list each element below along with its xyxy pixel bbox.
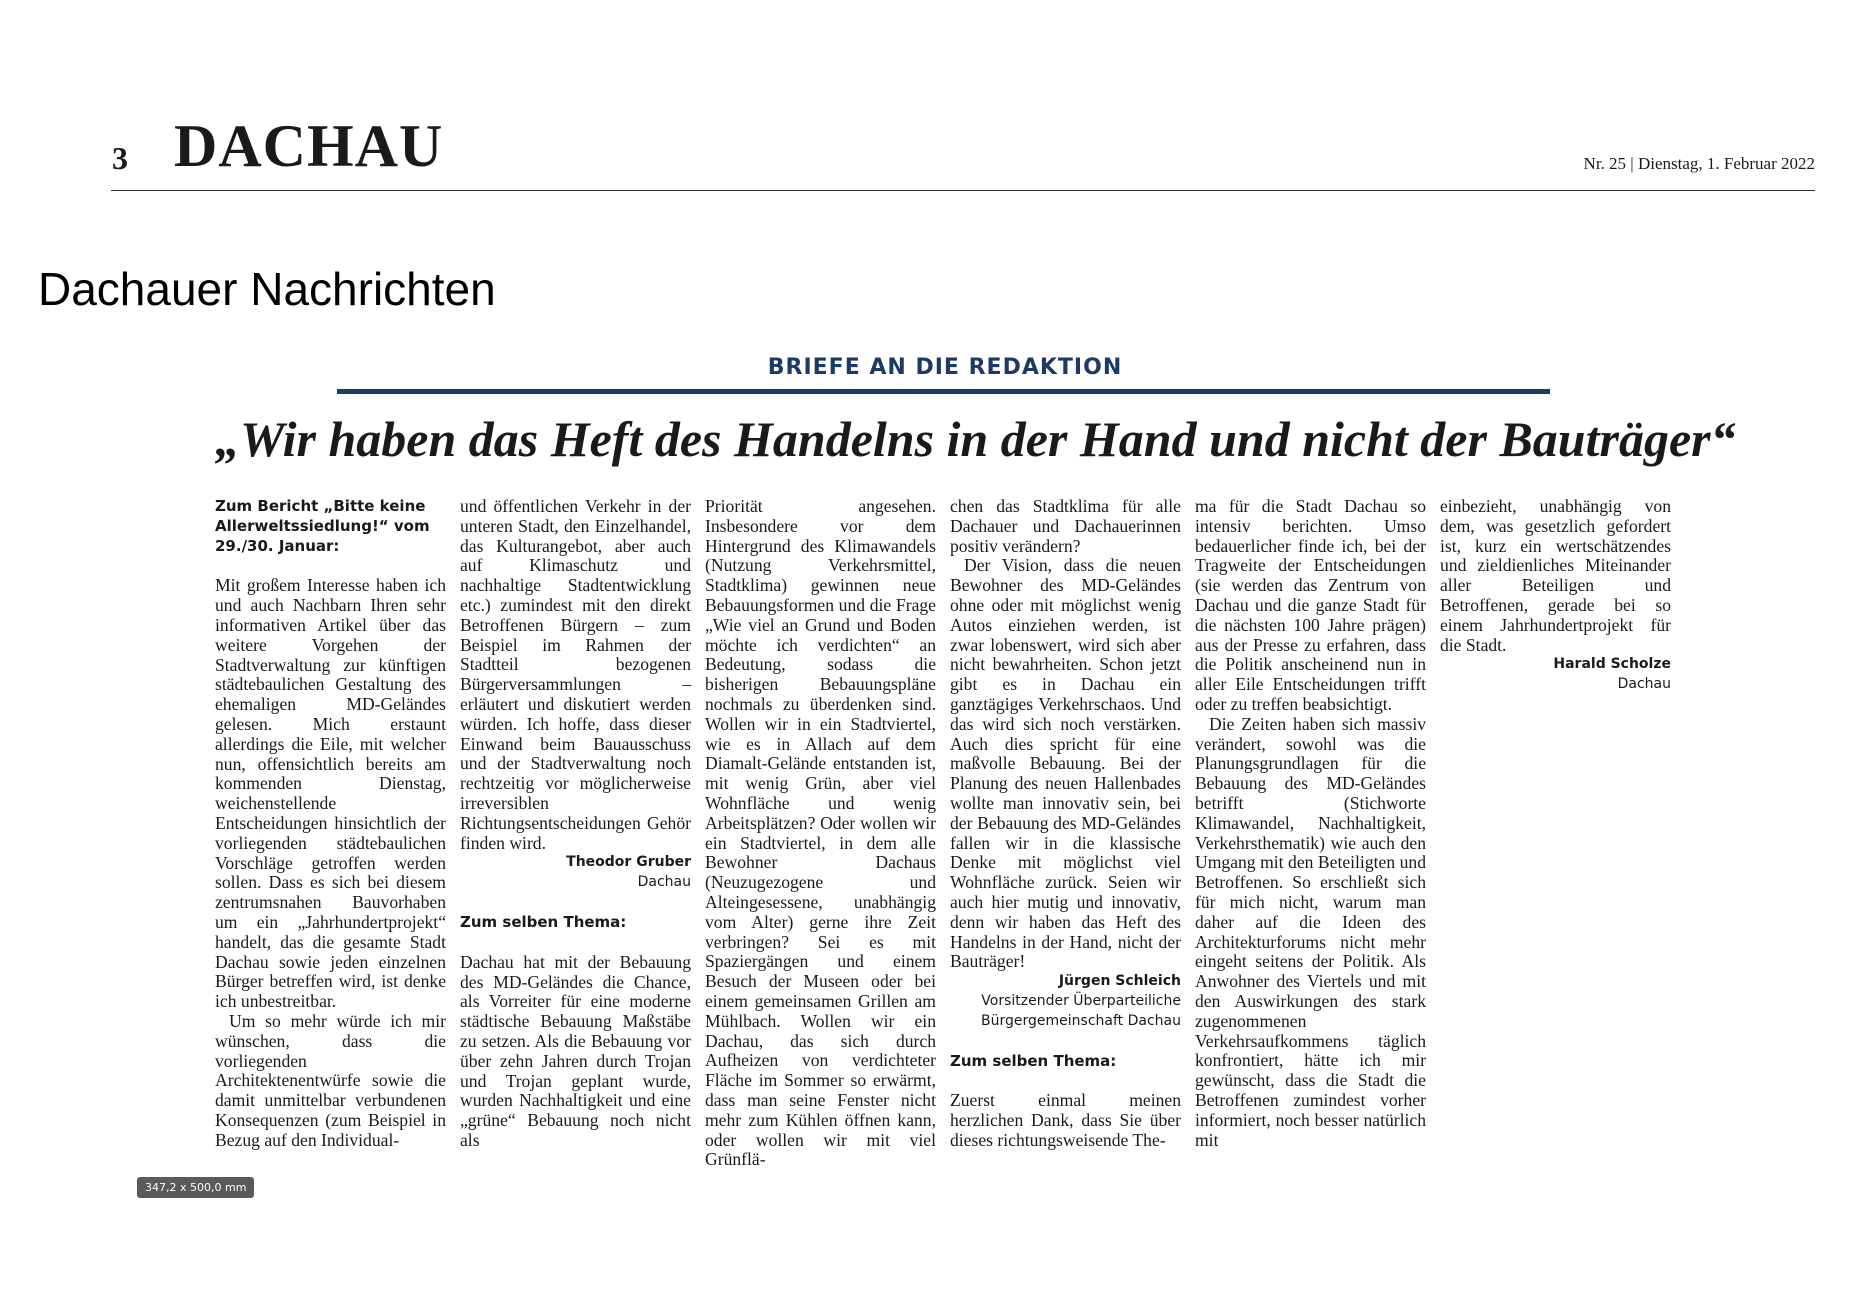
letter-intro: Zum selben Thema:	[950, 1051, 1117, 1070]
section-title: DACHAU	[174, 113, 444, 179]
letter-paragraph: Zuerst einmal meinen herzlichen Dank, dass Sie über dieses richtungsweisende The-	[950, 1090, 1181, 1150]
letter-paragraph: Priorität angesehen. Insbesondere vor dem Hintergrund des Klimawandels (Nutzung Verkehrsmittel, Stadtklima) gewinnen neue Bebauungsformen und die Frage „Wie viel an Grund und Boden möchte ich verdichten“ an Bedeutung, sodass die bisherigen Bebauungspläne nochmals zu überdenken sind. Wollen wir in ein Stadtviertel, wie es in Allach auf dem Diamalt-Gelände entstanden ist, mit wenig Grün, aber viel Wohnfläche und wenig Arbeitsplätzen? Oder wollen wir ein Stadtviertel, in dem alle Bewohner Dachaus (Neuzugezogene und Alteingesessene, unabhängig vom Alter) gerne ihre Zeit verbringen? Sei es mit Spaziergängen und einem Besuch der Museen oder bei einem gemeinsamen Grillen am Mühlbach. Wollen wir ein Dachau, das sich durch Aufheizen von verdichteter Fläche im Sommer so erwärmt, dass man seine Fenster nicht mehr zum Kühlen öffnen kann, oder wollen wir mit viel Grünflä-	[705, 496, 936, 1170]
letter-author-role: Vorsitzender Überparteiliche Bürgergemeinschaft Dachau	[981, 992, 1181, 1029]
header-divider	[111, 190, 1815, 191]
text-column-6	[1440, 497, 1671, 695]
letter-place: Dachau	[1617, 676, 1671, 693]
letter-author: Jürgen Schleich	[1058, 973, 1181, 990]
rubric-divider	[337, 389, 1550, 394]
letter-author: Theodor Gruber	[566, 854, 691, 871]
page-number: 3	[112, 140, 128, 176]
letter-paragraph: und öffentlichen Verkehr in der unteren Stadt, den Einzelhandel, das Kulturangebot, aber auch auf Klimaschutz und nachhaltige Stadtentwicklung etc.) zumindest mit den direkt Betroffenen Bürgern – zum Beispiel im Rahmen der Stadtteil bezogenen Bürgerversammlungen – erläutert und diskutiert werden würden. Ich hoffe, dass dieser Einwand beim Bauausschuss und der Stadtverwaltung noch rechtzeitig vor möglicherweise irreversiblen Richtungsentscheidungen Gehör finden wird.	[460, 496, 691, 853]
text-column-3	[705, 497, 936, 1170]
letter-intro: Zum selben Thema:	[460, 912, 627, 931]
letter-paragraph: einbezieht, unabhängig von dem, was gesetzlich gefordert ist, kurz ein wertschätzendes und zieldienliches Miteinander aller Beteiligen und Betroffenen, gerade bei so einem Jahrhundertprojekt für die Stadt.	[1440, 496, 1671, 655]
text-column-4	[950, 497, 1181, 1151]
letter-paragraph: chen das Stadtklima für alle Dachauer und Dachauerinnen positiv verändern?	[950, 496, 1181, 556]
letter-paragraph: Die Zeiten haben sich massiv verändert, sowohl was die Planungsgrundlagen für die Bebauung des MD-Geländes betrifft (Stichworte Klimawandel, Nachhaltigkeit, Verkehrsthematik) wie auch den Umgang mit den Beteiligten und Betroffenen. So erschließt sich für mich nicht, warum man daher auf die Ideen des Architekturforums nicht mehr eingeht seitens der Politik. Als Anwohner des Viertels und mit den Auswirkungen des stark zugenommenen Verkehrsaufkommens täglich konfrontiert, hätte ich mir gewünscht, dass die Stadt die Betroffenen zumindest vorher informiert, noch besser natürlich mit	[1195, 713, 1426, 1150]
letter-author: Harald Scholze	[1553, 656, 1671, 673]
letter-paragraph: Der Vision, dass die neuen Bewohner des MD-Geländes ohne oder mit möglichst wenig Autos einziehen werden, ist zwar lobenswert, wird sich aber nicht bewahrheiten. Schon jetzt gibt es in Dachau ein ganztägiges Verkehrschaos. Und das wird sich noch verstärken. Auch dies spricht für eine maßvolle Bebauung. Bei der Planung des neuen Hallenbades wollte man innovativ sein, bei der Bebauung des MD-Geländes fallen wir in die klassische Denke mit möglichst viel Wohnfläche zurück. Seien wir auch hier mutig und innovativ, denn wir haben das Heft des Handelns in der Hand, nicht der Bauträger!	[950, 555, 1181, 972]
dimensions-badge: 347,2 x 500,0 mm	[137, 1177, 254, 1198]
letter-paragraph: Dachau hat mit der Bebauung des MD-Geländes die Chance, als Vorreiter für eine moderne städtische Bebauung Maßstäbe zu setzen. Als die Bebauung vor über zehn Jahren durch Trojan und Trojan geplant wurde, wurden Nachhaltigkeit und eine „grüne“ Bebauung noch nicht als	[460, 951, 691, 1150]
letter-paragraph: Um so mehr würde ich mir wünschen, dass die vorliegenden Architektenentwürfe sowie die damit unmittelbar verbundenen Konsequenzen (zum Beispiel in Bezug auf den Individual-	[215, 1010, 446, 1150]
text-column-1	[215, 497, 446, 1151]
rubric-label: BRIEFE AN DIE REDAKTION	[767, 355, 1123, 380]
letter-intro: Zum Bericht „Bitte keine Allerweltssiedlung!“ vom 29./30. Januar:	[215, 497, 430, 555]
letter-paragraph: ma für die Stadt Dachau so intensiv berichten. Umso bedauerlicher finde ich, bei der Tragweite der Entscheidungen (sie werden das Zentrum von Dachau und die ganze Stadt für die nächsten 100 Jahre prägen) aus der Presse zu erfahren, dass die Politik anscheinend nun in aller Eile Entscheidungen trifft oder zu treffen beabsichtigt.	[1195, 496, 1426, 714]
issue-info: Nr. 25 | Dienstag, 1. Februar 2022	[1583, 154, 1815, 173]
letter-place: Dachau	[637, 874, 691, 891]
text-column-2	[460, 497, 691, 1151]
article-headline: „Wir haben das Heft des Handelns in der Hand und nicht der Bauträger“	[215, 411, 1736, 467]
letter-paragraph: Mit großem Interesse haben ich und auch Nachbarn Ihren sehr informativen Artikel über das weitere Vorgehen der Stadtverwaltung zur künftigen städtebaulichen Gestaltung des ehemaligen MD-Geländes gelesen. Mich erstaunt allerdings die Eile, mit welcher nun, offensichtlich bereits am kommenden Dienstag, weichenstellende Entscheidungen hinsichtlich der vorliegenden städtebaulichen Vorschläge getroffen werden sollen. Dass es sich bei diesem zentrumsnahen Bauvorhaben um ein „Jahrhundertprojekt“ handelt, das die gesamte Stadt Dachau sowie jeden einzelnen Bürger betreffen wird, ist denke ich unbestreitbar.	[215, 575, 446, 1012]
newspaper-name: Dachauer Nachrichten	[38, 263, 496, 315]
text-column-5	[1195, 497, 1426, 1150]
